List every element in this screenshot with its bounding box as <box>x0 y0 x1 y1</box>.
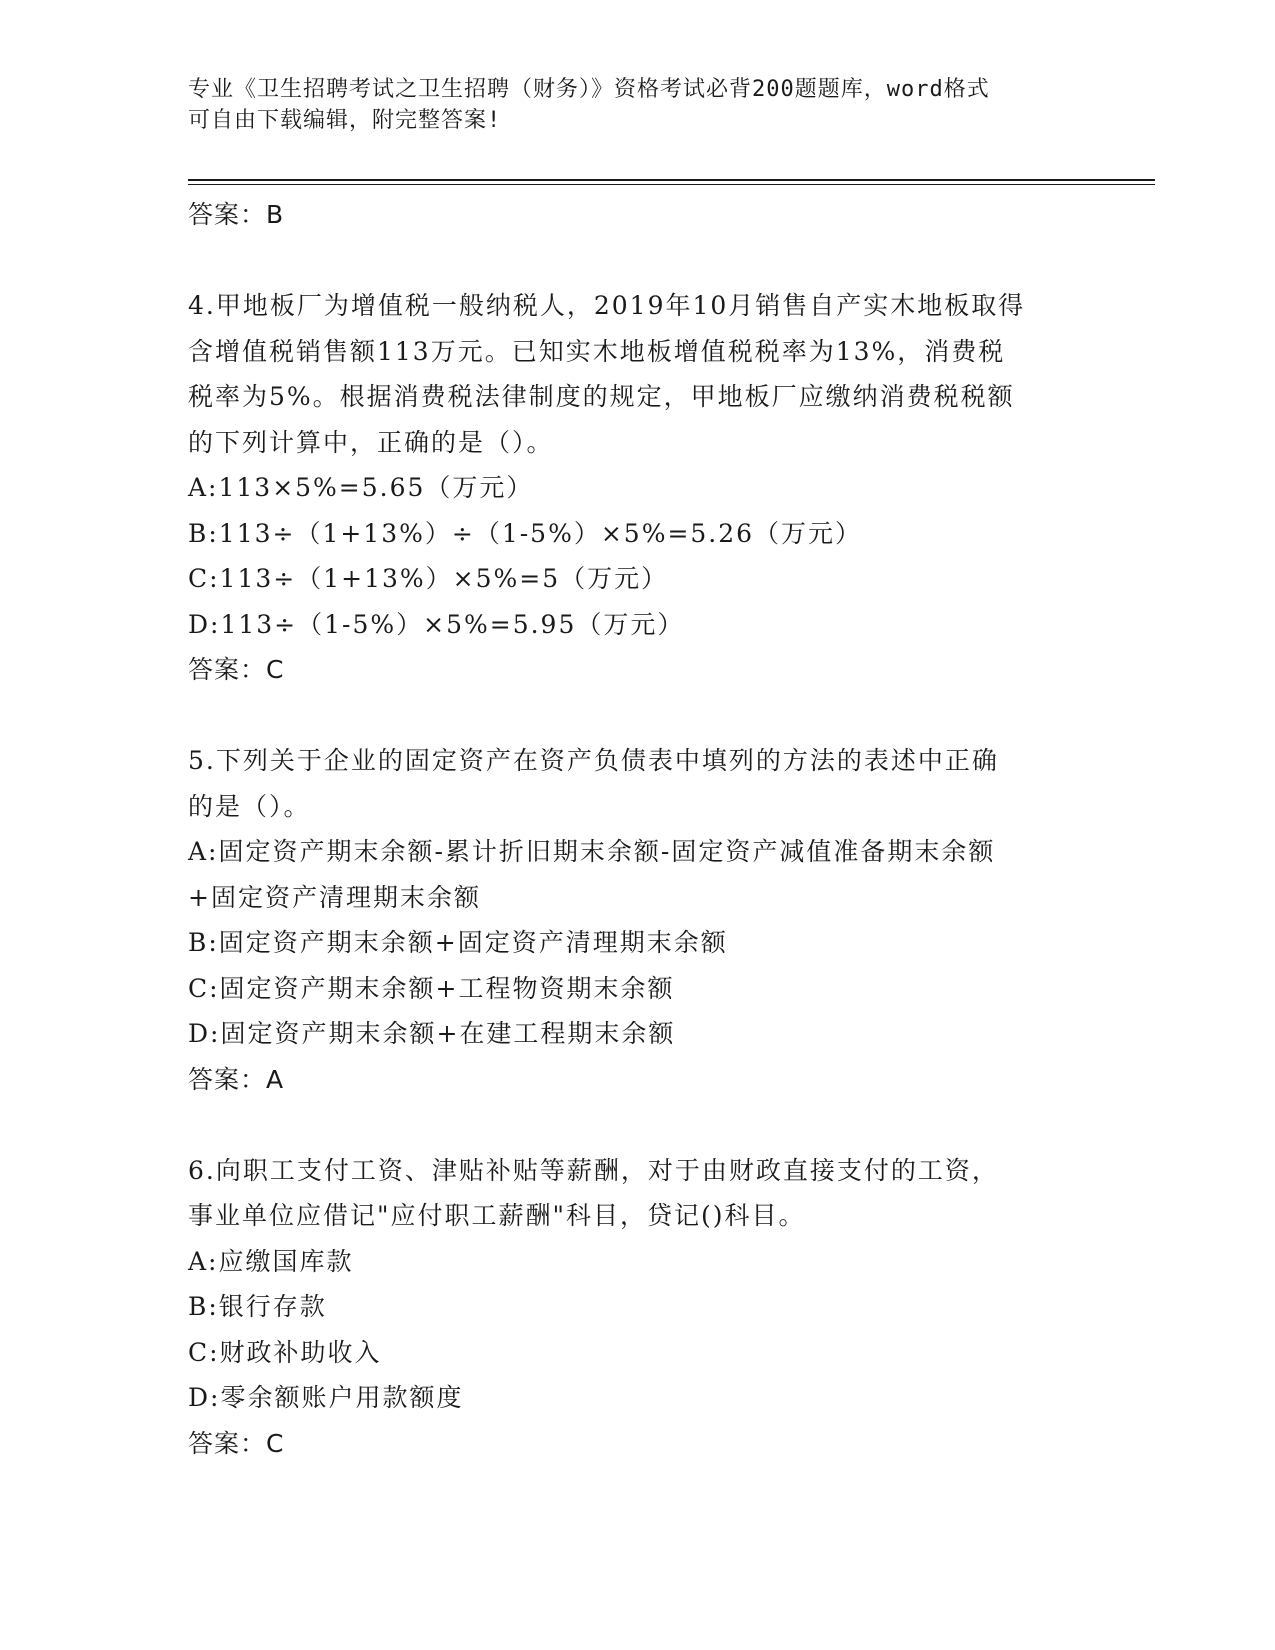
option-a-continued: +固定资产清理期末余额 <box>188 882 481 912</box>
header-line-1: 专业《卫生招聘考试之卫生招聘（财务）》资格考试必背200题题库，word格式 <box>188 77 990 102</box>
question-block <box>188 738 1108 1102</box>
option-c: C:财政补助收入 <box>188 1337 382 1367</box>
question-block <box>188 283 1108 693</box>
option-a: A:固定资产期末余额-累计折旧期末余额-固定资产减值准备期末余额 <box>188 837 996 866</box>
answer-line: 答案：C <box>188 1428 285 1458</box>
question-text: 的下列计算中，正确的是（）。 <box>188 427 554 457</box>
question-text: 5.下列关于企业的固定资产在资产负债表中填列的方法的表述中正确 <box>188 746 999 775</box>
question-text: 6.向职工支付工资、津贴补贴等薪酬，对于由财政直接支付的工资， <box>188 1155 999 1185</box>
spacer <box>188 238 1108 284</box>
option-c: C:固定资产期末余额+工程物资期末余额 <box>188 973 675 1003</box>
header-rule-thin <box>188 184 1155 185</box>
question-text: 含增值税销售额113万元。已知实木地板增值税税率为13%，消费税 <box>188 336 1006 366</box>
header-rule-thick <box>188 179 1155 181</box>
option-b: B:113÷（1+13%）÷（1-5%）×5%=5.26（万元） <box>188 518 863 548</box>
answer-line: 答案：C <box>188 655 285 684</box>
option-d: D:113÷（1-5%）×5%=5.95（万元） <box>188 609 685 639</box>
answer-line: 答案：B <box>188 200 285 229</box>
question-text: 的是（）。 <box>188 791 311 821</box>
option-b: B:银行存款 <box>188 1292 327 1321</box>
document-header <box>188 74 1088 136</box>
option-c: C:113÷（1+13%）×5%=5（万元） <box>188 564 669 593</box>
answer-line: 答案：A <box>188 1064 285 1094</box>
spacer <box>188 1102 1108 1148</box>
question-text: 事业单位应借记"应付职工薪酬"科目，贷记()科目。 <box>188 1201 806 1230</box>
option-b: B:固定资产期末余额+固定资产清理期末余额 <box>188 928 728 957</box>
document-body <box>188 192 1108 1466</box>
option-a: A:应缴国库款 <box>188 1246 354 1276</box>
option-d: D:固定资产期末余额+在建工程期末余额 <box>188 1019 676 1048</box>
header-line-2: 可自由下载编辑，附完整答案! <box>188 108 502 133</box>
option-d: D:零余额账户用款额度 <box>188 1383 464 1412</box>
question-text: 4.甲地板厂为增值税一般纳税人，2019年10月销售自产实木地板取得 <box>188 291 1026 320</box>
spacer <box>188 693 1108 739</box>
question-text: 税率为5%。根据消费税法律制度的规定，甲地板厂应缴纳消费税税额 <box>188 382 1015 411</box>
option-a: A:113×5%=5.65（万元） <box>188 473 534 502</box>
question-block <box>188 1148 1108 1467</box>
